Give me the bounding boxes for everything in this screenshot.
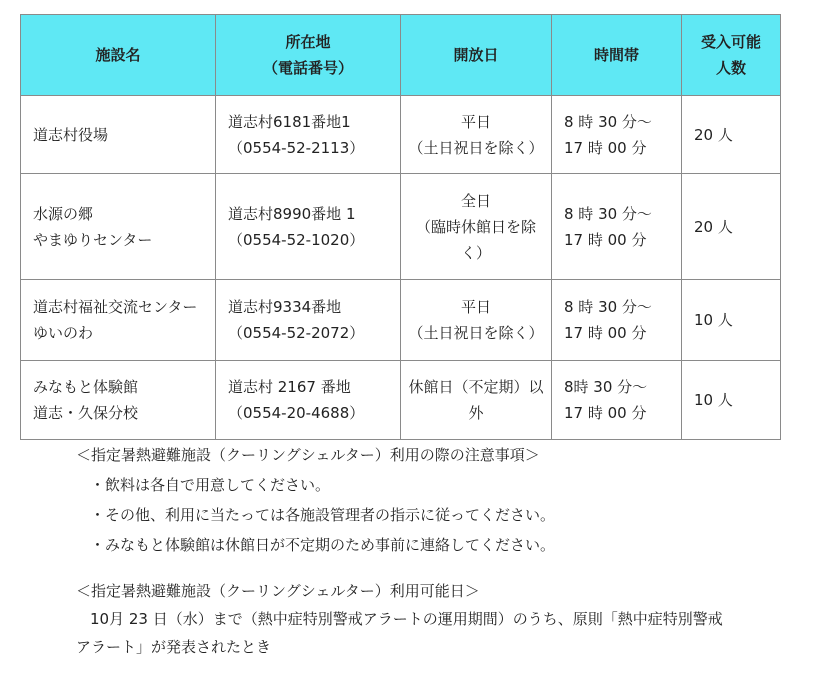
address-cell: 道志村6181番地1 （0554-52-2113） xyxy=(216,96,401,174)
table-row xyxy=(21,280,781,361)
availability-heading: ＜指定暑熱避難施設（クーリングシェルター）利用可能日＞ xyxy=(76,582,480,600)
availability-text-line: アラート」が発表されたとき xyxy=(76,638,272,656)
capacity-cell: 10 人 xyxy=(682,361,781,440)
header-hours: 時間帯 xyxy=(552,15,682,96)
availability-text-line: 10月 23 日（水）まで（熱中症特別警戒アラートの運用期間）のうち、原則「熱中症特別警戒 xyxy=(90,610,723,628)
open-days-cell: 休館日（不定期）以 外 xyxy=(401,361,552,440)
note-item: ・その他、利用に当たっては各施設管理者の指示に従ってください。 xyxy=(90,506,556,524)
hours-cell: 8時 30 分～ 17 時 00 分 xyxy=(552,361,682,440)
open-days-cell: 全日 （臨時休館日を除 く） xyxy=(401,174,552,280)
header-capacity: 受入可能 人数 xyxy=(682,15,781,96)
availability-section xyxy=(76,577,776,661)
header-open-days: 開放日 xyxy=(401,15,552,96)
capacity-cell: 20 人 xyxy=(682,96,781,174)
table-row xyxy=(21,174,781,280)
open-days-cell: 平日 （土日祝日を除く） xyxy=(401,280,552,361)
usage-notes xyxy=(76,440,555,560)
open-days-cell: 平日 （土日祝日を除く） xyxy=(401,96,552,174)
table-row xyxy=(21,361,781,440)
facility-name-cell: 道志村福祉交流センター ゆいのわ xyxy=(21,280,216,361)
facility-name-cell: 道志村役場 xyxy=(21,96,216,174)
capacity-cell: 10 人 xyxy=(682,280,781,361)
hours-cell: 8 時 30 分～ 17 時 00 分 xyxy=(552,96,682,174)
address-cell: 道志村8990番地 1 （0554-52-1020） xyxy=(216,174,401,280)
header-address-phone: 所在地 （電話番号） xyxy=(216,15,401,96)
hours-cell: 8 時 30 分～ 17 時 00 分 xyxy=(552,174,682,280)
notes-heading: ＜指定暑熱避難施設（クーリングシェルター）利用の際の注意事項＞ xyxy=(76,446,540,464)
capacity-cell: 20 人 xyxy=(682,174,781,280)
address-cell: 道志村9334番地 （0554-52-2072） xyxy=(216,280,401,361)
cooling-shelter-table xyxy=(20,14,781,440)
address-cell: 道志村 2167 番地 （0554-20-4688） xyxy=(216,361,401,440)
facility-name-cell: 水源の郷 やまゆりセンター xyxy=(21,174,216,280)
table-row xyxy=(21,96,781,174)
note-item: ・みなもと体験館は休館日が不定期のため事前に連絡してください。 xyxy=(90,536,556,554)
header-facility-name: 施設名 xyxy=(21,15,216,96)
table-header-row xyxy=(21,15,781,96)
note-item: ・飲料は各自で用意してください。 xyxy=(90,476,331,494)
hours-cell: 8 時 30 分～ 17 時 00 分 xyxy=(552,280,682,361)
facility-name-cell: みなもと体験館 道志・久保分校 xyxy=(21,361,216,440)
